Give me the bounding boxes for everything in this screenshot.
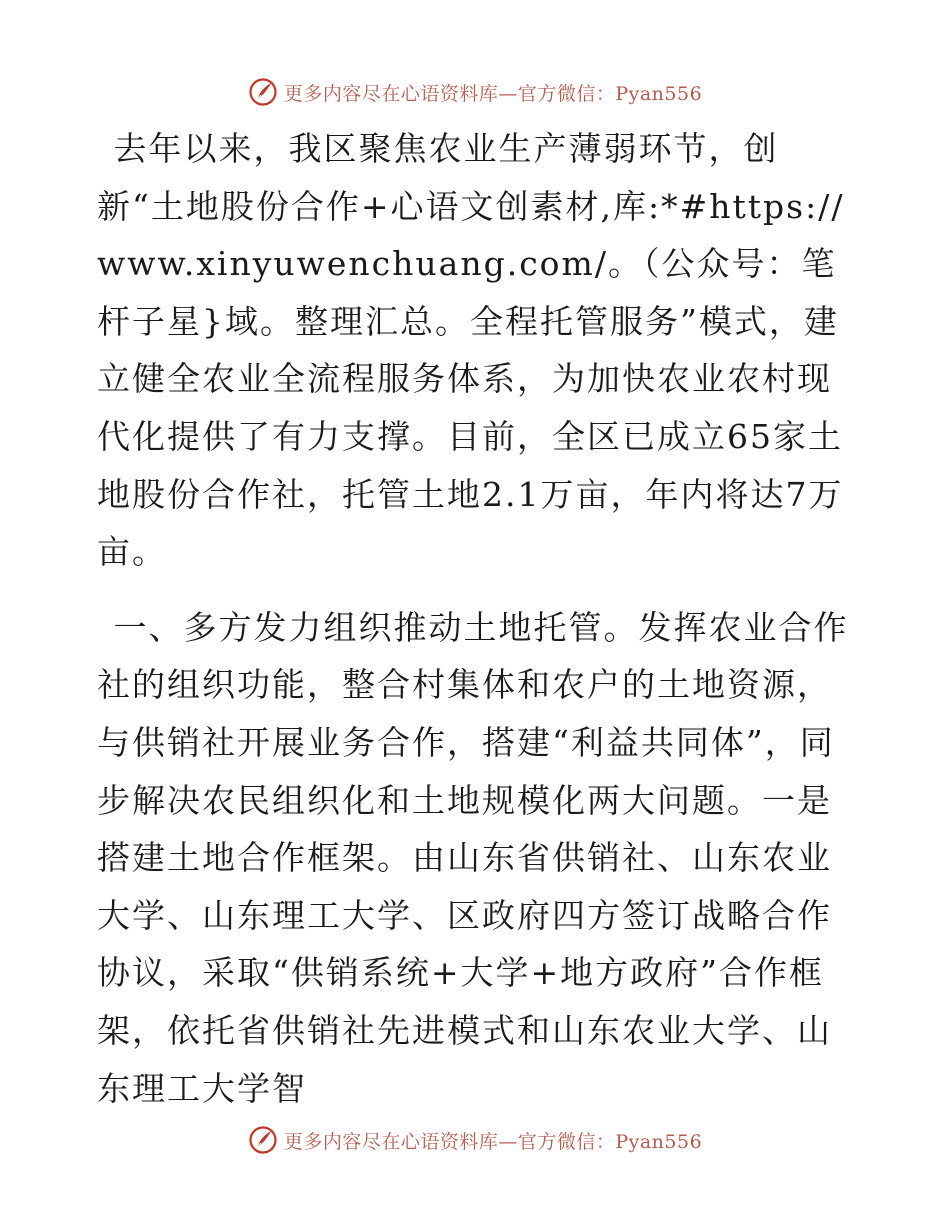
header-banner	[0, 72, 950, 112]
header-banner-text: 更多内容尽在心语资料库—官方微信：Pyan556	[283, 82, 703, 105]
quill-pen-logo-icon	[248, 1125, 278, 1155]
quill-pen-logo-icon	[248, 77, 278, 107]
footer-banner-text: 更多内容尽在心语资料库—官方微信：Pyan556	[283, 1130, 703, 1153]
paragraph-intro: 去年以来，我区聚焦农业生产薄弱环节，创新“土地股份合作+心语文创素材,库:*#https://www.xinyuwenchuang.com/。（公众号：笔杆子星}域。整理汇总。全程托管服务”模式，建立健全农业全流程服务体系，为加快农业农村现代化提供了有力支撑。目前，全区已成立65家土地股份合作社，托管土地2.1万亩，年内将达7万亩。	[97, 129, 845, 572]
document-body	[97, 120, 857, 1117]
paragraph-section-one: 一、多方发力组织推动土地托管。发挥农业合作社的组织功能，整合村集体和农户的土地资源，与供销社开展业务合作，搭建“利益共同体”，同步解决农民组织化和土地规模化两大问题。一是搭建土地合作框架。由山东省供销社、山东农业大学、山东理工大学、区政府四方签订战略合作协议，采取“供销系统+大学+地方政府”合作框架，依托省供销社先进模式和山东农业大学、山东理工大学智	[97, 607, 849, 1108]
footer-banner	[0, 1120, 950, 1160]
